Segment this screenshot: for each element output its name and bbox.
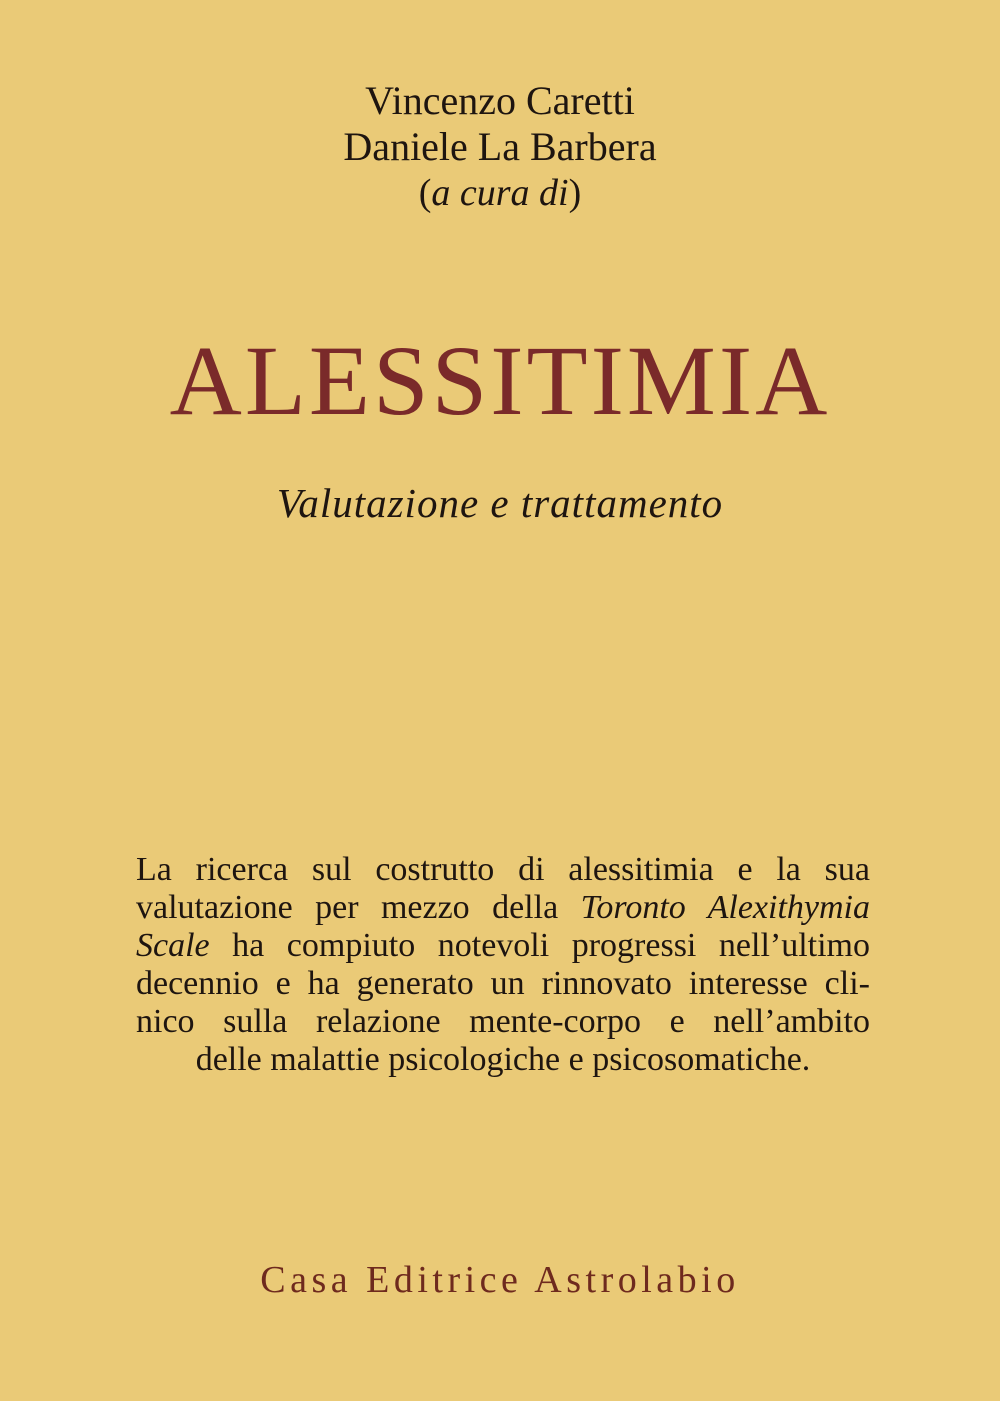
book-subtitle: Valutazione e trattamento	[276, 480, 724, 526]
blurb-line	[136, 1041, 870, 1079]
blurb-line	[136, 889, 870, 927]
editor-role-note	[0, 170, 1000, 216]
blurb-paragraph	[136, 851, 870, 1079]
paren-close: )	[568, 172, 582, 214]
blurb-text: valutazione per mezzo della	[136, 889, 581, 926]
book-title: ALESSITIMIA	[169, 325, 831, 436]
blurb-text: La ricerca sul costrutto di alessitimia e la sua	[136, 851, 870, 888]
blurb-italic-text: Scale	[136, 927, 210, 964]
blurb-line	[136, 927, 870, 965]
paren-open: (	[418, 172, 432, 214]
blurb-italic-text: Toronto Alexithymia	[580, 889, 870, 926]
editors-block	[0, 78, 1000, 216]
blurb-text: delle malattie psicologiche e psicosomatiche.	[195, 1041, 811, 1078]
blurb-line	[136, 851, 870, 889]
blurb-line	[136, 965, 870, 1003]
editor-role-text: a cura di	[431, 172, 569, 214]
editor-name: Daniele La Barbera	[343, 124, 657, 169]
blurb-line	[136, 1003, 870, 1041]
blurb-text: ha compiuto notevoli progressi nell’ultimo	[209, 927, 870, 964]
blurb-text: decennio e ha generato un rinnovato interesse cli-	[136, 965, 870, 1002]
blurb-text: nico sulla relazione mente-corpo e nell’ambito	[136, 1003, 870, 1040]
publisher-name: Casa Editrice Astrolabio	[260, 1259, 740, 1301]
editor-name: Vincenzo Caretti	[365, 78, 635, 123]
